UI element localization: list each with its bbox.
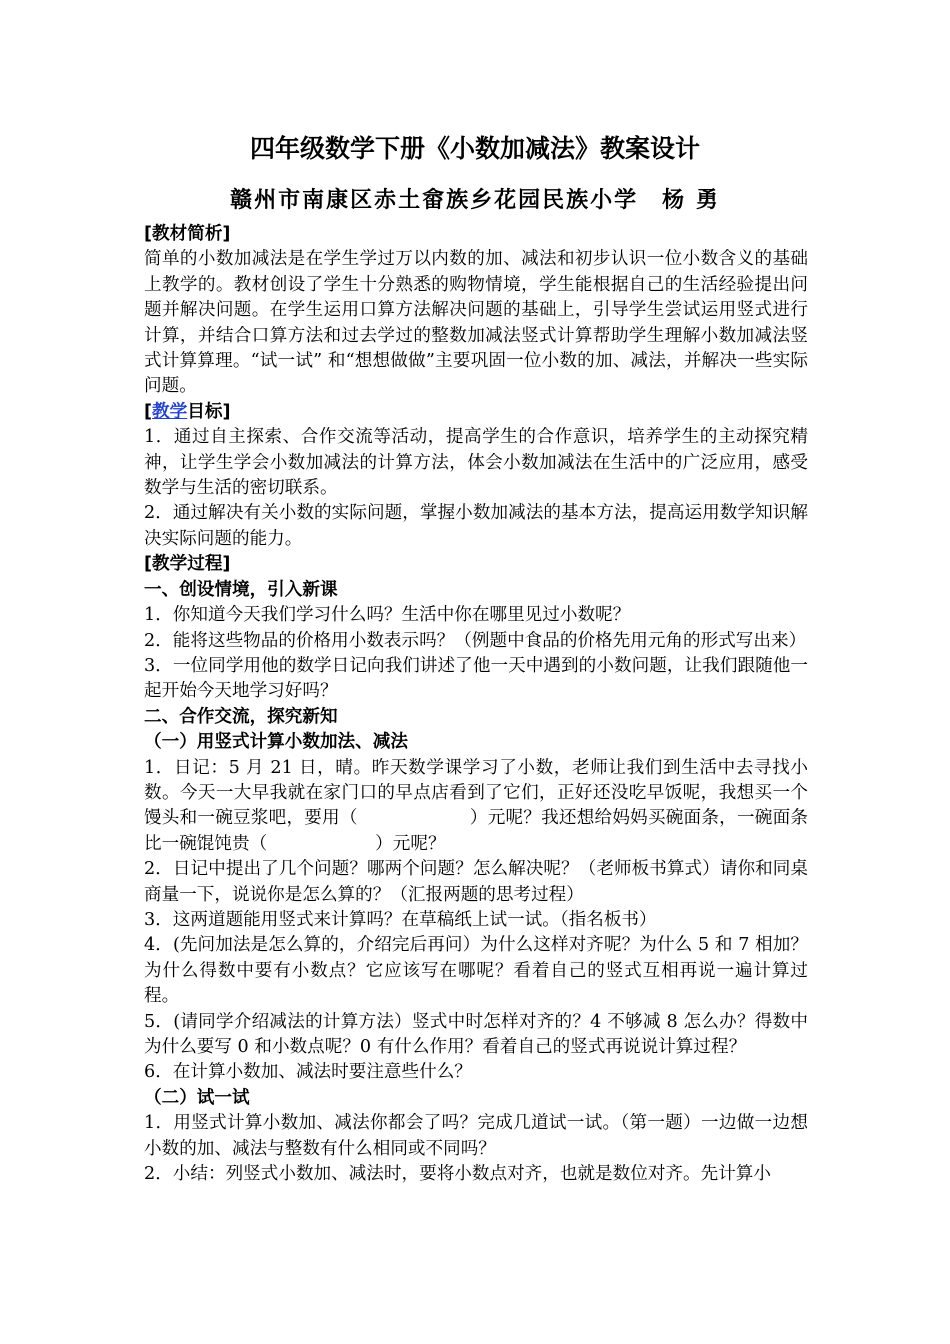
sub1-item: 5．(请同学介绍减法的计算方法）竖式中时怎样对齐的？4 不够减 8 怎么办？得数中为什么要写 0 和小数点呢？0 有什么作用？看着自己的竖式再说说计算过程？ <box>144 1011 808 1057</box>
document-body <box>144 222 808 1187</box>
goal-item: 1．通过自主探索、合作交流等活动，提高学生的合作意识，培养学生的主动探究精神，让学生学会小数加减法的计算方法，体会小数加减法在生活中的广泛应用，感受数学与生活的密切联系。 <box>144 427 808 499</box>
sub2-item: 1．用竖式计算小数加、减法你都会了吗？完成几道试一试。（第一题）一边做一边想小数的加、减法与整数有什么相同或不同吗？ <box>144 1113 808 1159</box>
material-paragraph: 简单的小数加减法是在学生学过万以内数的加、减法和初步认识一位小数含义的基础上教学的。教材创设了学生十分熟悉的购物情境，学生能根据自己的生活经验提出问题并解决问题。在学生运用口算方法解决问题的基础上，引导学生尝试运用竖式进行计算，并结合口算方法和过去学过的整数加减法竖式计算帮助学生理解小数加减法竖式计算算理。“试一试” 和“想想做做”主要巩固一位小数的加、减法，并解决一些实际问题。 <box>144 249 808 397</box>
sub2-item: 2．小结：列竖式小数加、减法时，要将小数点对齐，也就是数位对齐。先计算小 <box>144 1164 771 1185</box>
sub1-item: 2．日记中提出了几个问题？哪两个问题？怎么解决呢？（老师板书算式）请你和同桌商量一下，说说你是怎么算的？（汇报两题的思考过程） <box>144 859 808 905</box>
author-line: 赣州市南康区赤土畲族乡花园民族小学 杨 勇 <box>230 187 720 213</box>
part1-item: 3．一位同学用他的数学日记向我们讲述了他一天中遇到的小数问题，让我们跟随他一起开始今天地学习好吗？ <box>144 655 808 702</box>
sub1-item: 6．在计算小数加、减法时要注意些什么？ <box>144 1062 472 1083</box>
goal-item: 2．通过解决有关小数的实际问题，掌握小数加减法的基本方法，提高运用数学知识解决实际问题的能力。 <box>144 503 808 549</box>
sub1-item: 4．(先问加法是怎么算的，介绍完后再问）为什么这样对齐呢？为什么 5 和 7 相加？为什么得数中要有小数点？它应该写在哪呢？看着自己的竖式互相再说一遍计算过程。 <box>144 935 808 1007</box>
sub1-item: 3．这两道题能用竖式来计算吗？在草稿纸上试一试。（指名板书） <box>144 909 657 930</box>
page-title: 四年级数学下册《小数加减法》教案设计 <box>249 134 700 163</box>
diary-text-c: ）元呢？ <box>375 833 446 854</box>
section-heading-process: [教学过程] <box>144 554 231 575</box>
goals-heading-rest: 目标] <box>187 401 231 422</box>
diary-item <box>144 756 808 858</box>
sub1-heading: （一）用竖式计算小数加法、减法 <box>144 732 408 753</box>
part1-item: 1．你知道今天我们学习什么吗？生活中你在哪里见过小数呢？ <box>144 605 631 626</box>
part1-item: 2．能将这些物品的价格用小数表示吗？（例题中食品的价格先用元角的形式写出来） <box>144 630 807 651</box>
diary-text-b: ）元呢？我还想给妈妈买碗面条，一碗面条比一碗馄饨贵（ <box>144 808 808 854</box>
part2-heading: 二、合作交流，探究新知 <box>144 706 338 727</box>
section-heading-goals <box>144 400 808 425</box>
goals-heading-open: [ <box>144 401 153 422</box>
section-heading-material: [教材简析] <box>144 224 231 244</box>
sub2-heading: （二）试一试 <box>144 1087 250 1108</box>
part1-heading: 一、创设情境，引入新课 <box>144 579 338 600</box>
diary-text-a: 1．日记：5 月 21 日，晴。昨天数学课学习了小数，老师让我们到生活中去寻找小数。今天一大早我就在家门口的早点店看到了它们，正好还没吃早饭呢，我想买一个馒头和一碗豆浆吧，要用（ <box>144 757 808 829</box>
teaching-link[interactable]: 教学 <box>152 401 188 422</box>
